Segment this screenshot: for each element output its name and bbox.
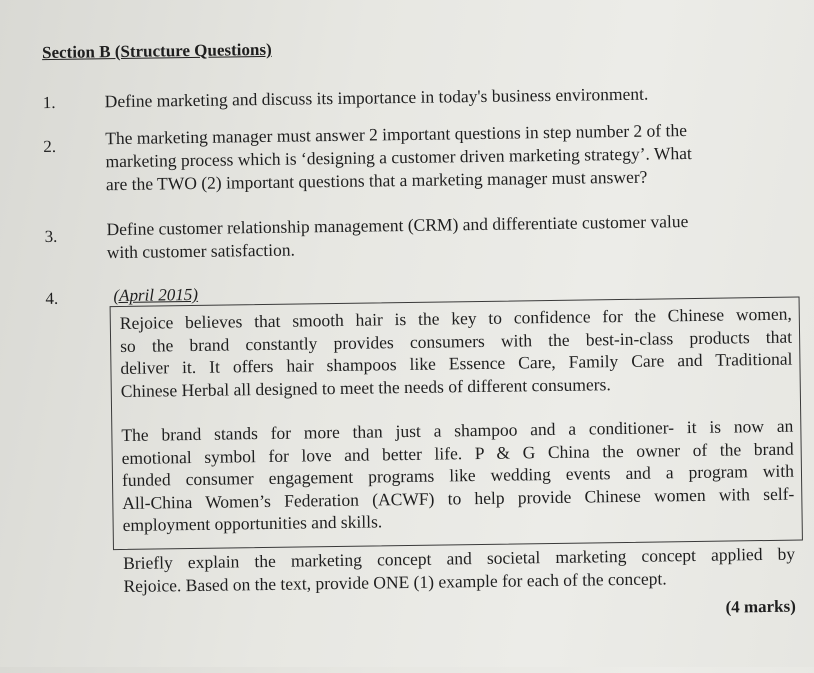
question-1-text (105, 83, 649, 114)
question-4-marks: (4 marks) (725, 596, 796, 617)
question-2-number: 2. (43, 136, 57, 157)
prompt-line: Rejoice. Based on the text, provide ONE (1) example for each of the concept. (123, 567, 667, 596)
case-line: All-China Women’s Federation (ACWF) to help provide Chinese women with self- (122, 483, 795, 513)
case-paragraph-1 (120, 303, 793, 402)
question-2-line: are the TWO (2) important questions that a marketing manager must answer? (105, 166, 648, 195)
question-1-number: 1. (42, 92, 56, 113)
question-4-prompt (123, 543, 796, 597)
question-3-number: 3. (44, 226, 58, 247)
case-line: funded consumer engagement programs like wedding events and a program with (121, 460, 795, 490)
question-4-date-label: (April 2015) (113, 284, 199, 306)
case-line: so the brand constantly provides consumers with the best-in-class products that (120, 326, 793, 356)
case-line: Rejoice believes that smooth hair is the key to confidence for the Chinese women, (119, 303, 792, 334)
case-line: The brand stands for more than just a shampoo and a conditioner- it is now an (121, 415, 794, 445)
question-2-line: The marketing manager must answer 2 important questions in step number 2 of the (105, 120, 688, 149)
case-line: emotional symbol for love and better life. P & G China the owner of the brand (121, 438, 794, 468)
case-line: deliver it. It offers hair shampoos like Essence Care, Family Care and Traditional (120, 348, 793, 379)
question-2-line: marketing process which is ‘designing a customer driven marketing strategy’. What (105, 143, 692, 172)
prompt-line: Briefly explain the marketing concept and societal marketing concept applied by (123, 543, 796, 573)
case-line: Chinese Herbal all designed to meet the needs of different consumers. (120, 373, 611, 401)
case-line: employment opportunities and skills. (122, 511, 383, 535)
question-2-text (105, 119, 692, 196)
section-title: Section B (Structure Questions) (41, 39, 272, 63)
question-4-number: 4. (45, 288, 59, 309)
question-3-line: Define customer relationship management (CRM) and differentiate customer value (106, 211, 689, 240)
case-paragraph-2 (121, 415, 795, 537)
question-3-text (106, 210, 688, 264)
question-1-line: Define marketing and discuss its importance in today's business environment. (104, 83, 649, 112)
question-3-line: with customer satisfaction. (106, 239, 296, 263)
